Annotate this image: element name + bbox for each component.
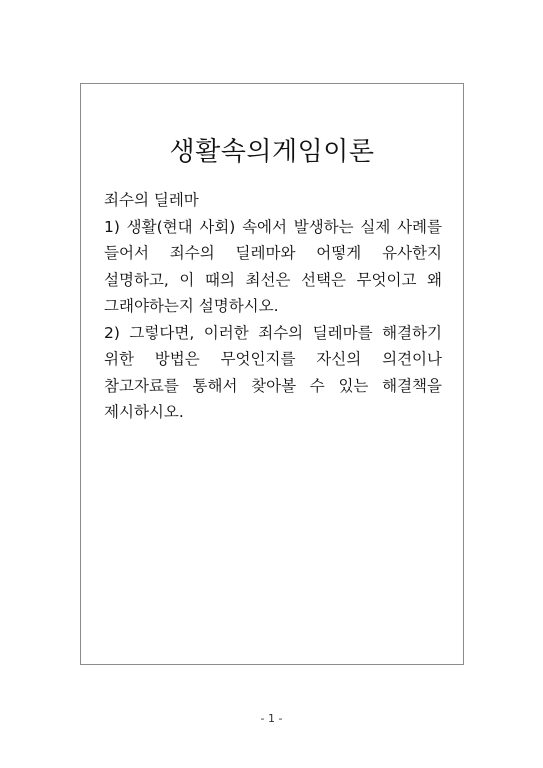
section-heading: 죄수의 딜레마 — [104, 191, 199, 209]
page-number: - 1 - — [260, 712, 283, 725]
document-body — [104, 187, 442, 426]
question-2: 2) 그렇다면, 이러한 죄수의 딜레마를 해결하기 위한 방법은 무엇인지를 자신의 의견이나 참고자료를 통해서 찾아볼 수 있는 해결책을 제시하시오. — [104, 323, 442, 421]
document-title: 생활속의게임이론 — [169, 137, 375, 167]
question-1: 1) 생활(현대 사회) 속에서 발생하는 실제 사례를 들어서 죄수의 딜레마와 어떻게 유사한지 설명하고, 이 때의 최선은 선택은 무엇이고 왜 그래야하는지 설명하시오. — [104, 217, 442, 315]
